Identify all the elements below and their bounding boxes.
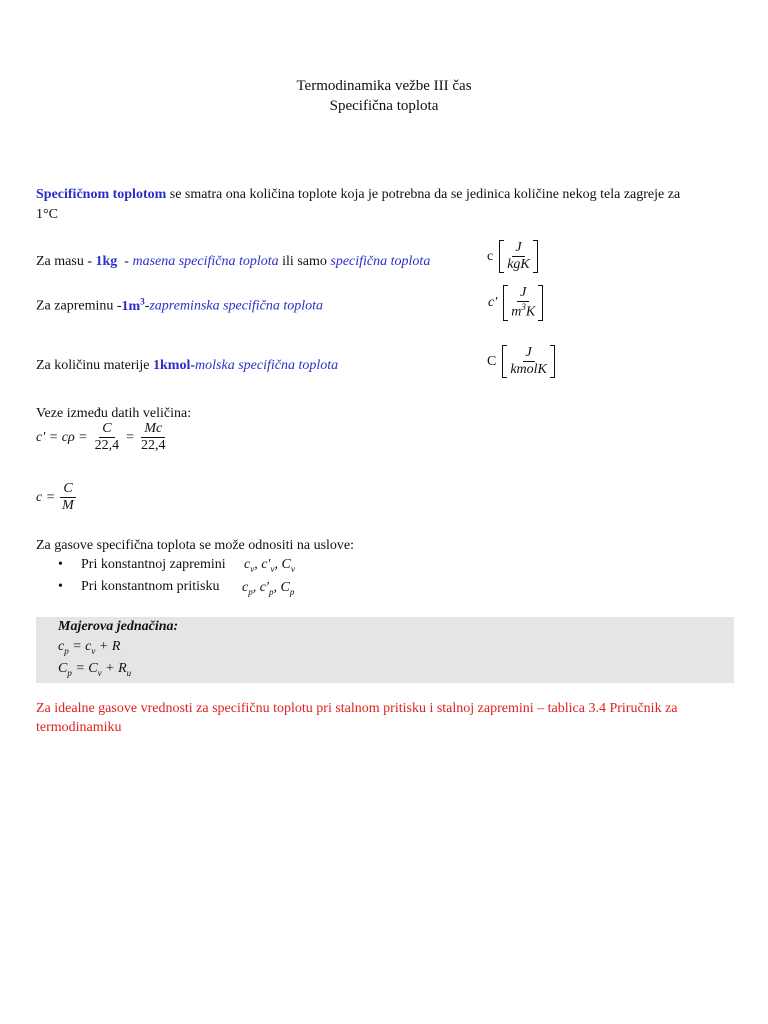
volume-unit [121, 296, 145, 314]
m2-C: C [58, 661, 68, 676]
volume-prefix: Za zapreminu - [36, 298, 122, 314]
eq1-equals: = [126, 429, 135, 445]
cp-c: c [242, 580, 249, 595]
m1-c2: c [85, 639, 92, 654]
mass-unit: 1kg [95, 254, 118, 269]
condition-pressure-formula [242, 579, 294, 598]
mole-symbol: C [487, 353, 497, 369]
eq2-fraction [59, 481, 77, 514]
mole-frac-den: kmolK [510, 362, 547, 378]
cv-sub3: v [290, 563, 295, 574]
note-line-1: Za idealne gasove vrednosti za specifičnu toplotu pri stalnom pritisku i stalnoj zapremini – tablica 3.4 Priručnik za [36, 701, 678, 716]
intro-paragraph [36, 186, 736, 204]
volume-den-sup: 3 [521, 302, 526, 313]
volume-fraction [508, 285, 538, 321]
volume-symbol: c′ [488, 295, 498, 311]
intro-term: Specifičnom toplotom [36, 187, 167, 202]
mass-fraction [504, 240, 533, 273]
cp-sep1: , [252, 580, 260, 595]
condition-item-pressure: Pri konstantnom pritisku [81, 579, 220, 594]
cv-sub: v [250, 563, 255, 574]
eq1-f2-num: Mc [141, 421, 165, 438]
mass-middle: ili samo [278, 254, 331, 269]
eq1-f1-num: C [99, 421, 114, 438]
m1-plus-r: + R [95, 639, 121, 654]
eq1-fraction-2 [138, 421, 169, 454]
eq2-num: C [60, 481, 75, 498]
volume-row-text [36, 296, 323, 315]
cp-sub: p [248, 586, 253, 597]
mole-prefix: Za količinu materije [36, 358, 154, 373]
volume-den-rest: K [525, 304, 536, 320]
volume-bracket [503, 285, 543, 321]
conditions-heading: Za gasove specifična toplota se može odnositi na uslove: [36, 538, 355, 553]
m1-eq: = [68, 639, 86, 654]
m1-sub-p: p [64, 645, 69, 656]
mass-row-text [36, 253, 430, 271]
mole-bracket [502, 345, 555, 378]
volume-unit-expression [488, 285, 543, 321]
cv-c: c [244, 557, 251, 572]
eq2-lhs: c = [36, 489, 56, 505]
mass-bracket [499, 240, 538, 273]
eq2-den: M [62, 498, 74, 514]
note-line-2: termodinamiku [36, 720, 122, 735]
mass-unit-expression [487, 240, 538, 273]
bullet-2-marker: • [58, 579, 63, 594]
mole-fraction [507, 345, 550, 378]
volume-frac-num: J [517, 285, 529, 302]
mass-frac-den: kgK [507, 257, 530, 273]
mayer-title: Majerova jednačina: [58, 619, 179, 634]
mass-name: masena specifična toplota [132, 254, 279, 269]
m2-C2: C [88, 661, 98, 676]
cp-cprime: c′ [259, 580, 269, 595]
m2-sub-u: u [126, 667, 132, 678]
m1-c: c [58, 639, 65, 654]
intro-text-line2: 1°C [36, 207, 58, 222]
relations-heading: Veze između datih veličina: [36, 406, 192, 421]
m2-eq: = [71, 661, 89, 676]
relation-equation-2 [36, 481, 77, 514]
volume-name: zapreminska specifična toplota [149, 298, 324, 314]
cp-C: C [280, 580, 290, 595]
m2-sub-p: p [67, 667, 72, 678]
mass-name-short: specifična toplota [330, 254, 431, 269]
volume-unit-base: 1m [121, 298, 141, 314]
mole-unit: 1kmol [153, 358, 191, 373]
mole-frac-num: J [523, 345, 535, 362]
cv-sep1: , [254, 557, 262, 572]
page-title: Termodinamika vežbe III čas [296, 78, 472, 94]
eq1-f2-den: 22,4 [141, 438, 166, 454]
m2-sub-v: v [97, 667, 102, 678]
relation-equation-1 [36, 421, 169, 454]
volume-den-base: m [511, 304, 522, 320]
mole-dash: - [190, 358, 196, 373]
intro-text: se smatra ona količina toplote koja je potrebna da se jedinica količine nekog tela zagreje za [166, 187, 681, 202]
cv-cprime: c′ [261, 557, 271, 572]
mass-symbol: c [487, 248, 494, 264]
cv-C: C [281, 557, 291, 572]
volume-dash: - [144, 298, 150, 314]
eq1-f1-den: 22,4 [94, 438, 120, 454]
mass-prefix: Za masu - [36, 254, 96, 269]
mole-unit-expression [487, 345, 555, 378]
m2-plus-r: + R [101, 661, 127, 676]
mayer-equation-2 [58, 660, 131, 679]
mayer-equation-1 [58, 638, 120, 657]
cp-sep2: , [273, 580, 281, 595]
condition-item-volume: Pri konstantnoj zapremini [81, 557, 226, 572]
cp-sub2: p [269, 586, 274, 597]
mole-name: molska specifična toplota [195, 358, 339, 373]
eq1-lhs: c′ = cρ = [36, 429, 88, 445]
m1-sub-v: v [91, 645, 96, 656]
mass-dash: - [117, 254, 133, 269]
mole-row-text [36, 357, 338, 375]
bullet-1-marker: • [58, 557, 63, 572]
volume-unit-sup: 3 [140, 296, 145, 306]
cv-sub2: v [270, 563, 275, 574]
page-subtitle: Specifična toplota [329, 98, 439, 114]
cv-sep2: , [274, 557, 282, 572]
volume-frac-den [508, 302, 538, 321]
condition-volume-formula [244, 556, 295, 575]
cp-sub3: p [289, 586, 295, 597]
eq1-fraction-1 [92, 421, 123, 454]
mass-frac-num: J [512, 240, 524, 257]
